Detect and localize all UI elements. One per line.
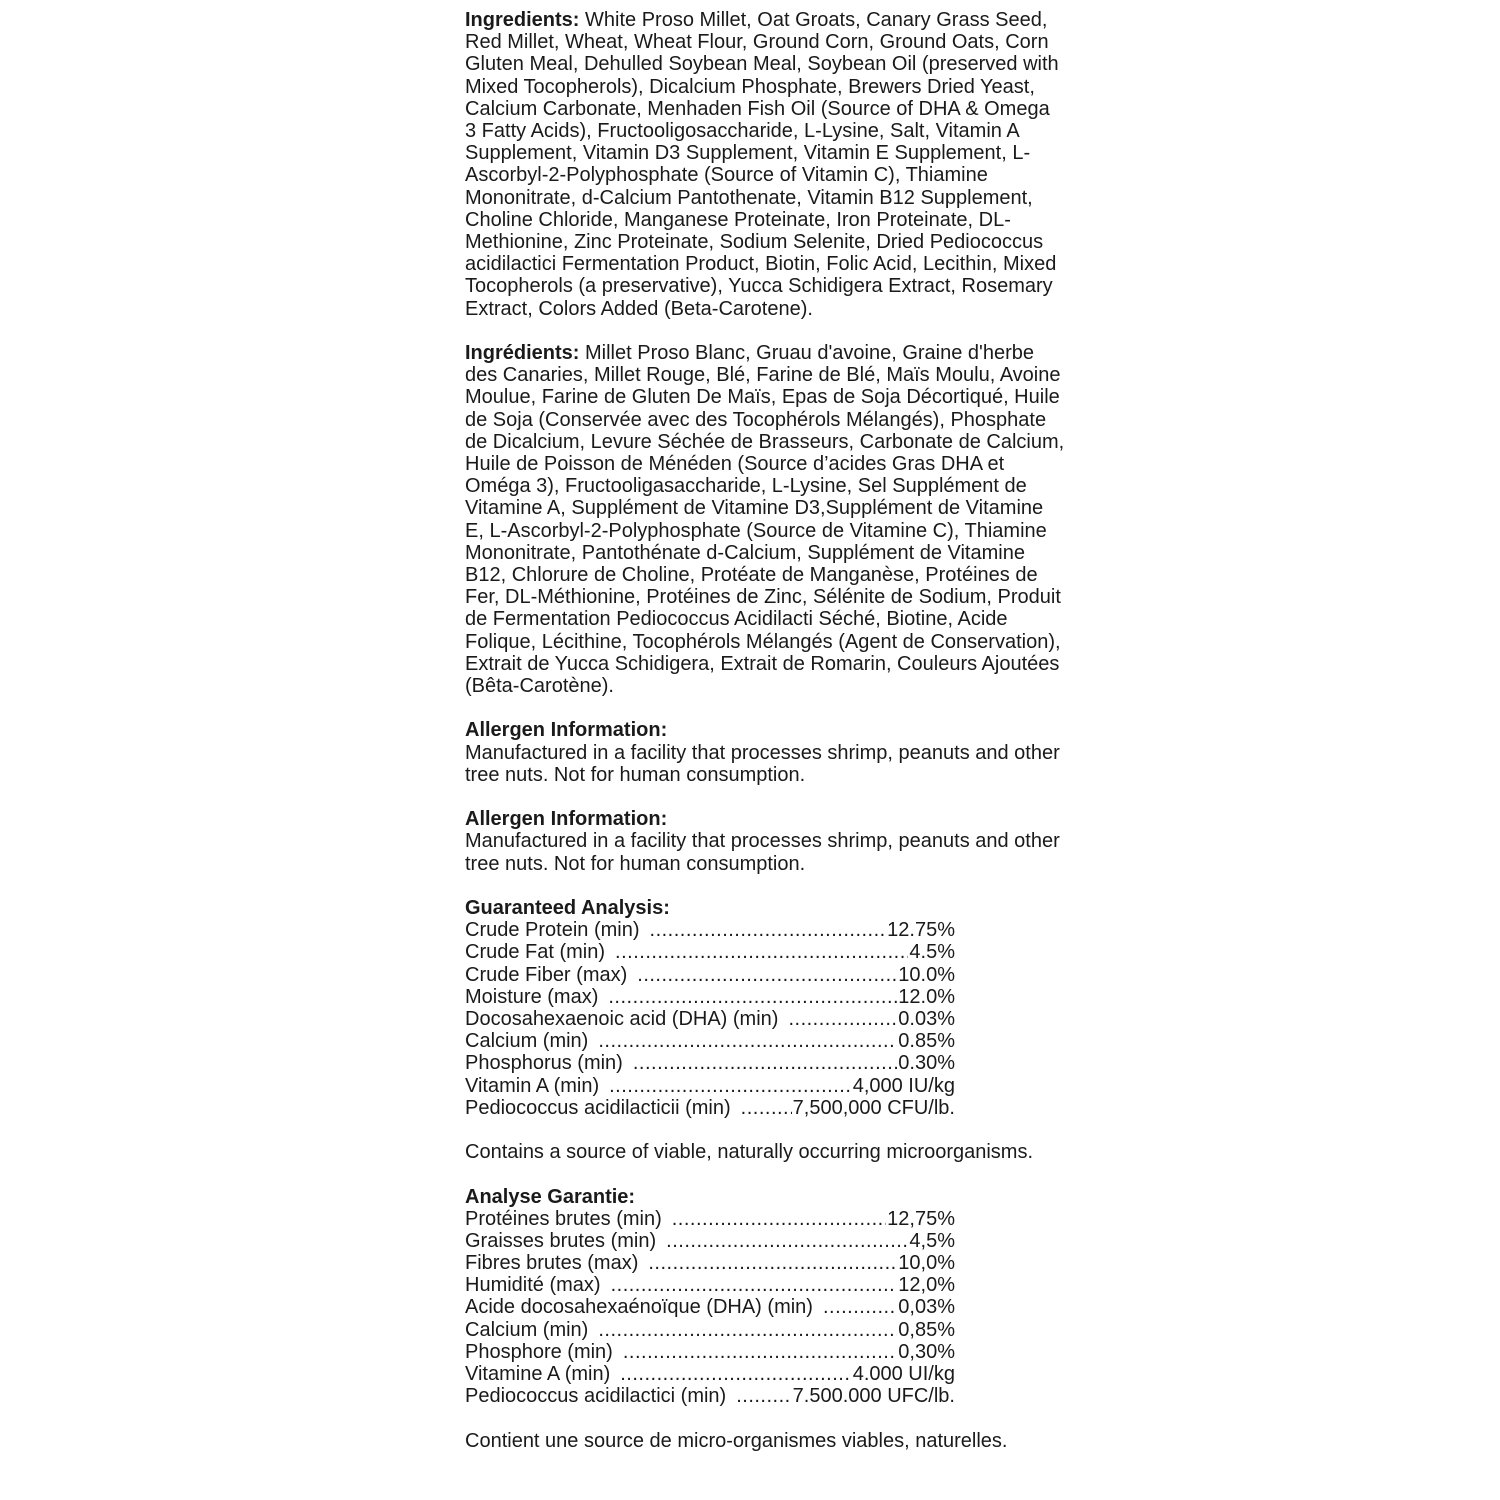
analysis-row	[465, 1230, 955, 1252]
ingredients-fr-heading: Ingrédients:	[465, 342, 580, 365]
allergen-info-2-text: Manufactured in a facility that processes shrimp, peanuts and other tree nuts. Not for human consumption.	[465, 830, 1060, 875]
dot-leader	[637, 964, 897, 986]
dot-leader	[620, 1363, 851, 1385]
analysis-row-name: Protéines brutes (min)	[465, 1207, 662, 1230]
ingredients-en	[465, 9, 1065, 320]
allergen-info-1	[465, 719, 1065, 786]
analysis-row-value: 4,000 IU/kg	[852, 1074, 955, 1097]
dot-leader	[608, 986, 897, 1008]
allergen-info-2-heading: Allergen Information:	[465, 808, 668, 831]
analysis-row-name: Crude Protein (min)	[465, 919, 640, 942]
analysis-row	[465, 1296, 955, 1318]
analysis-row-value: 0.03%	[898, 1008, 955, 1031]
analysis-row-value: 4,5%	[909, 1229, 955, 1252]
analysis-row	[465, 1363, 955, 1385]
dot-leader	[623, 1341, 897, 1363]
analysis-row-name: Crude Fiber (max)	[465, 963, 628, 986]
analysis-row	[465, 1097, 955, 1119]
analysis-row-name: Crude Fat (min)	[465, 941, 606, 964]
analysis-row-value: 7.500.000 UFC/lb.	[792, 1385, 955, 1408]
analysis-row-name: Pediococcus acidilacticii (min)	[465, 1096, 731, 1119]
microorganisms-note-fr: Contient une source de micro-organismes viables, naturelles.	[465, 1429, 1008, 1452]
dot-leader	[736, 1385, 791, 1407]
analysis-row-name: Phosphorus (min)	[465, 1052, 623, 1075]
analysis-row-name: Moisture (max)	[465, 985, 599, 1008]
product-label	[465, 9, 1065, 1474]
dot-leader	[598, 1319, 897, 1341]
analysis-row-name: Graisses brutes (min)	[465, 1229, 657, 1252]
dot-leader	[672, 1208, 886, 1230]
analysis-row	[465, 1052, 955, 1074]
guaranteed-analysis-fr-heading: Analyse Garantie:	[465, 1185, 636, 1208]
analysis-row	[465, 1319, 955, 1341]
analysis-row-name: Phosphore (min)	[465, 1340, 613, 1363]
analysis-row-name: Pediococcus acidilactici (min)	[465, 1385, 727, 1408]
analysis-row	[465, 1274, 955, 1296]
analysis-row	[465, 919, 955, 941]
analysis-row-value: 0,30%	[898, 1340, 955, 1363]
analysis-row-value: 10,0%	[898, 1252, 955, 1275]
analysis-row-value: 0,03%	[898, 1296, 955, 1319]
analysis-row	[465, 1030, 955, 1052]
analysis-row-name: Docosahexaenoic acid (DHA) (min)	[465, 1008, 779, 1031]
dot-leader	[741, 1097, 792, 1119]
analysis-row-value: 0.85%	[898, 1030, 955, 1053]
analysis-row	[465, 964, 955, 986]
guaranteed-analysis-en	[465, 897, 955, 1119]
analysis-row	[465, 1385, 955, 1407]
guaranteed-analysis-fr	[465, 1186, 955, 1408]
analysis-row	[465, 1341, 955, 1363]
ingredients-en-text: White Proso Millet, Oat Groats, Canary Grass Seed, Red Millet, Wheat, Wheat Flour, Ground Corn, Ground Oats, Corn Gluten Meal, Dehulled Soybean Meal, Soybean Oil (preserved with Mixed Tocopherols), Dicalcium Phosphate, Brewers Dried Yeast, Calcium Carbonate, Menhaden Fish Oil (Source of DHA & Omega 3 Fatty Acids), Fructooligosaccharide, L-Lysine, Salt, Vitamin A Supplement, Vitamin D3 Supplement, Vitamin E Supplement, L-Ascorbyl-2-Polyphosphate (Source of Vitamin C), Thiamine Mononitrate, d-Calcium Pantothenate, Vitamin B12 Supplement, Choline Chloride, Manganese Proteinate, Iron Proteinate, DL-Methionine, Zinc Proteinate, Sodium Selenite, Dried Pediococcus acidilactici Fermentation Product, Biotin, Folic Acid, Lecithin, Mixed Tocopherols (a preservative), Yucca Schidigera Extract, Rosemary Extract, Colors Added (Beta-Carotene).	[465, 9, 1059, 320]
dot-leader	[648, 1252, 897, 1274]
allergen-info-1-heading: Allergen Information:	[465, 719, 668, 742]
analysis-row-value: 4.000 UI/kg	[852, 1363, 955, 1386]
analysis-row	[465, 1252, 955, 1274]
dot-leader	[633, 1052, 897, 1074]
dot-leader	[615, 941, 908, 963]
analysis-row-name: Calcium (min)	[465, 1318, 589, 1341]
ingredients-fr-text: Millet Proso Blanc, Gruau d'avoine, Graine d'herbe des Canaries, Millet Rouge, Blé, Farine de Blé, Maïs Moulu, Avoine Moulue, Farine de Gluten De Maïs, Epas de Soja Décortiqué, Huile de Soja (Conservée avec des Tocophérols Mélangés), Phosphate de Dicalcium, Levure Séchée de Brasseurs, Carbonate de Calcium, Huile de Poisson de Ménéden (Source d’acides Gras DHA et Oméga 3), Fructooligasaccharide, L-Lysine, Sel Supplément de Vitamine A, Supplément de Vitamine D3,Supplément de Vitamine E, L-Ascorbyl-2-Polyphosphate (Source de Vitamine C), Thiamine Mononitrate, Pantothénate d-Calcium, Supplément de Vitamine B12, Chlorure de Choline, Protéate de Manganèse, Protéines de Fer, DL-Méthionine, Protéines de Zinc, Sélénite de Sodium, Produit de Fermentation Pediococcus Acidilacti Séché, Biotine, Acide Folique, Lécithine, Tocophérols Mélangés (Agent de Conservation), Extrait de Yucca Schidigera, Extrait de Romarin, Couleurs Ajoutées (Bêta-Carotène).	[465, 342, 1065, 698]
analysis-row-value: 0.30%	[898, 1052, 955, 1075]
analysis-row-value: 12,0%	[898, 1274, 955, 1297]
dot-leader	[611, 1274, 898, 1296]
analysis-row	[465, 1075, 955, 1097]
spacer	[465, 1407, 1065, 1429]
analysis-row-name: Fibres brutes (max)	[465, 1252, 639, 1275]
dot-leader	[609, 1075, 852, 1097]
allergen-info-1-text: Manufactured in a facility that processes shrimp, peanuts and other tree nuts. Not for human consumption.	[465, 741, 1060, 786]
analysis-row-value: 12.0%	[898, 985, 955, 1008]
dot-leader	[666, 1230, 908, 1252]
ingredients-en-heading: Ingredients:	[465, 9, 580, 31]
analysis-row-value: 12,75%	[887, 1207, 955, 1230]
allergen-info-2	[465, 808, 1065, 875]
spacer	[465, 1119, 1065, 1141]
analysis-row	[465, 986, 955, 1008]
dot-leader	[823, 1296, 897, 1318]
analysis-row-value: 7,500,000 CFU/lb.	[792, 1096, 955, 1119]
analysis-row-name: Humidité (max)	[465, 1274, 601, 1297]
analysis-row	[465, 941, 955, 963]
analysis-row-value: 4.5%	[909, 941, 955, 964]
analysis-row-value: 12.75%	[887, 919, 955, 942]
analysis-row-name: Vitamine A (min)	[465, 1363, 611, 1386]
dot-leader	[598, 1030, 897, 1052]
analysis-row-name: Acide docosahexaénoïque (DHA) (min)	[465, 1296, 813, 1319]
analysis-row-name: Calcium (min)	[465, 1030, 589, 1053]
dot-leader	[788, 1008, 897, 1030]
microorganisms-note-en: Contains a source of viable, naturally occurring microorganisms.	[465, 1141, 1034, 1164]
analysis-row	[465, 1008, 955, 1030]
analysis-row-value: 0,85%	[898, 1318, 955, 1341]
analysis-row	[465, 1208, 955, 1230]
dot-leader	[650, 919, 887, 941]
ingredients-fr	[465, 342, 1065, 697]
analysis-row-name: Vitamin A (min)	[465, 1074, 600, 1097]
guaranteed-analysis-en-heading: Guaranteed Analysis:	[465, 897, 670, 920]
analysis-row-value: 10.0%	[898, 963, 955, 986]
